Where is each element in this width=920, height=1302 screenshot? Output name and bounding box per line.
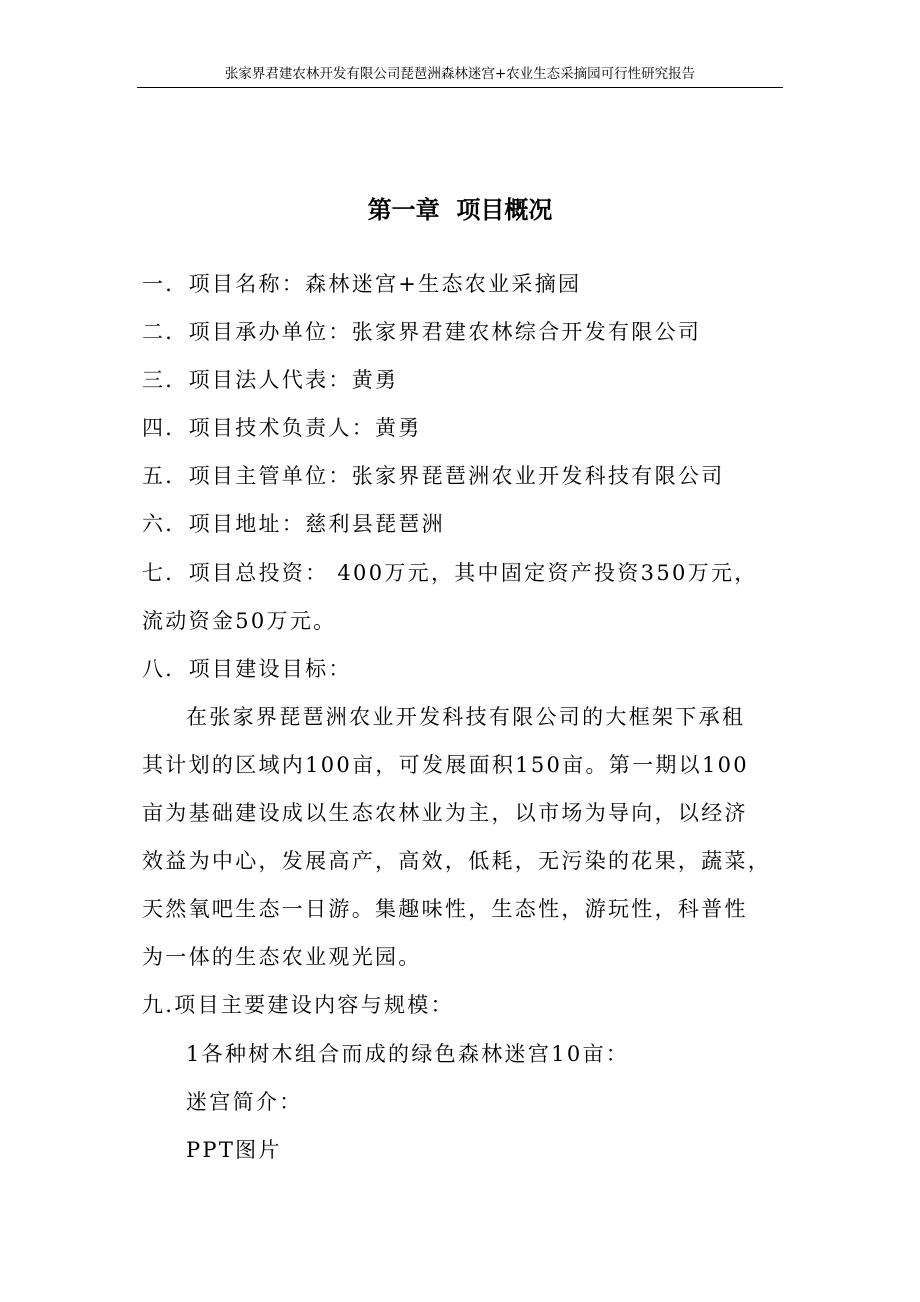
item-project-address: 六．项目地址：慈利县琵琶洲 — [142, 512, 445, 536]
item-undertaking-unit: 二．项目承办单位：张家界君建农林综合开发有限公司 — [142, 320, 702, 344]
maze-intro: 迷宫简介： — [186, 1090, 303, 1114]
page-header — [137, 63, 783, 88]
item-technical-lead: 四．项目技术负责人：黄勇 — [142, 416, 422, 440]
item-construction-content: 九.项目主要建设内容与规模： — [142, 993, 454, 1017]
item-supervising-unit: 五．项目主管单位：张家界琵琶洲农业开发科技有限公司 — [142, 464, 725, 488]
item-legal-representative: 三．项目法人代表：黄勇 — [142, 368, 399, 392]
item-total-investment-cont: 流动资金50万元。 — [142, 609, 337, 633]
content-maze: 1各种树木组合而成的绿色森林迷宫10亩： — [186, 1042, 630, 1066]
goal-paragraph-line: 为一体的生态农业观光园。 — [142, 945, 422, 969]
goal-paragraph-line: 在张家界琵琶洲农业开发科技有限公司的大框架下承租 — [186, 705, 746, 729]
running-title: 张家界君建农林开发有限公司琵琶洲森林迷宫+农业生态采摘园可行性研究报告 — [224, 66, 696, 82]
chapter-title: 第一章 项目概况 — [367, 196, 553, 224]
goal-paragraph-line: 天然氧吧生态一日游。集趣味性，生态性，游玩性，科普性 — [142, 897, 748, 921]
goal-paragraph-line: 效益为中心，发展高产，高效，低耗，无污染的花果，蔬菜， — [142, 849, 772, 873]
goal-paragraph-line: 亩为基础建设成以生态农林业为主，以市场为导向，以经济 — [142, 801, 748, 825]
item-project-name: 一．项目名称：森林迷宫+生态农业采摘园 — [142, 272, 582, 296]
goal-paragraph-line: 其计划的区域内100亩，可发展面积150亩。第一期以100 — [142, 753, 749, 777]
ppt-image-note: PPT图片 — [186, 1138, 282, 1162]
item-construction-goal: 八．项目建设目标： — [142, 657, 352, 681]
item-total-investment: 七．项目总投资： 400万元，其中固定资产投资350万元， — [142, 561, 758, 585]
